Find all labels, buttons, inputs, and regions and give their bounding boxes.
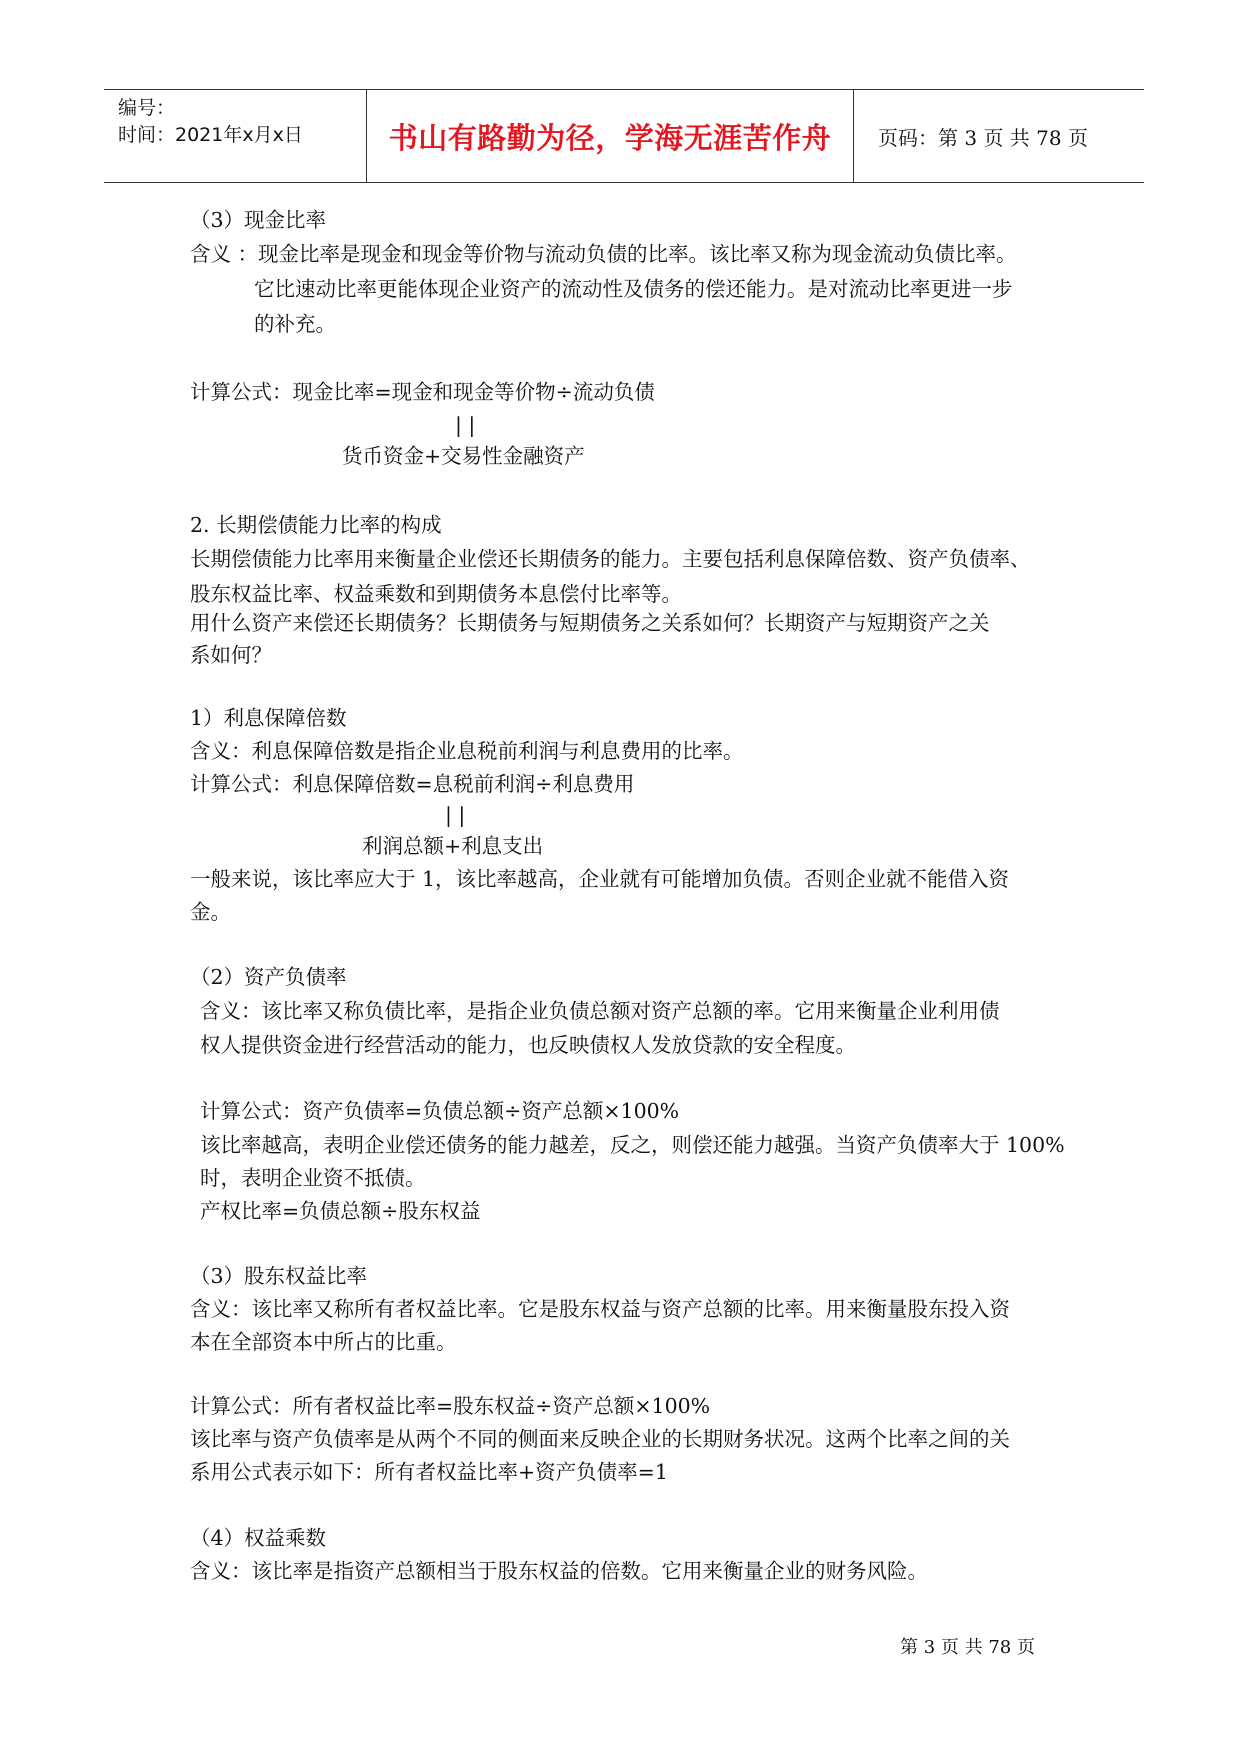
document-number-label: 编号：	[118, 97, 176, 119]
paragraph-line: 时，表明企业资不抵债。	[200, 1166, 426, 1190]
formula-line: 计算公式：利息保障倍数=息税前利润÷利息费用	[190, 772, 635, 796]
formula-connector: | |	[455, 413, 476, 437]
section-heading-long-term: 2. 长期偿债能力比率的构成	[190, 513, 442, 537]
paragraph-line: 金。	[190, 900, 231, 924]
formula-line: 计算公式：所有者权益比率=股东权益÷资产总额×100%	[190, 1394, 711, 1418]
formula-line: 产权比率=负债总额÷股东权益	[200, 1199, 481, 1223]
paragraph-line: 含义：该比率是指资产总额相当于股东权益的倍数。它用来衡量企业的财务风险。	[190, 1559, 928, 1583]
paragraph-line: 该比率越高，表明企业偿还债务的能力越差，反之，则偿还能力越强。当资产负债率大于 100%	[200, 1133, 1065, 1157]
paragraph-line: 的补充。	[254, 312, 336, 336]
header-motto: 书山有路勤为径，学海无涯苦作舟	[367, 90, 854, 182]
page-header	[104, 89, 1144, 183]
formula-line: 计算公式：资产负债率=负债总额÷资产总额×100%	[200, 1099, 680, 1123]
paragraph-line: 含义 ：现金比率是现金和现金等价物与流动负债的比率。该比率又称为现金流动负债比率。	[190, 242, 1017, 266]
paragraph-line: 含义：该比率又称负债比率，是指企业负债总额对资产总额的率。它用来衡量企业利用债	[200, 999, 1000, 1023]
section-heading-cash-ratio: （3）现金比率	[190, 208, 327, 232]
paragraph-line: 它比速动比率更能体现企业资产的流动性及债务的偿还能力。是对流动比率更进一步	[254, 277, 1013, 301]
paragraph-line: 含义：利息保障倍数是指企业息税前利润与利息费用的比率。	[190, 739, 744, 763]
page-footer-number: 第 3 页 共 78 页	[900, 1637, 1035, 1658]
paragraph-line: 长期偿债能力比率用来衡量企业偿还长期债务的能力。主要包括利息保障倍数、资产负债率、	[190, 547, 1031, 571]
formula-connector: | |	[445, 803, 466, 827]
section-heading-equity-multiplier: （4）权益乘数	[190, 1526, 327, 1550]
section-heading-debt-ratio: （2）资产负债率	[190, 965, 347, 989]
formula-breakdown: 货币资金+交易性金融资产	[342, 444, 585, 468]
formula-breakdown: 利润总额+利息支出	[362, 834, 544, 858]
section-heading-equity-ratio: （3）股东权益比率	[190, 1264, 368, 1288]
paragraph-line: 本在全部资本中所占的比重。	[190, 1330, 457, 1354]
paragraph-line: 系用公式表示如下：所有者权益比率+资产负债率=1	[190, 1460, 668, 1484]
formula-line: 计算公式：现金比率=现金和现金等价物÷流动负债	[190, 380, 655, 404]
document-time-label: 时间：2021年x月x日	[118, 124, 303, 146]
paragraph-line: 系如何？	[190, 643, 272, 667]
header-meta	[104, 90, 367, 182]
paragraph-line: 权人提供资金进行经营活动的能力，也反映债权人发放贷款的安全程度。	[200, 1033, 856, 1057]
paragraph-line: 该比率与资产负债率是从两个不同的侧面来反映企业的长期财务状况。这两个比率之间的关	[190, 1427, 1010, 1451]
section-heading-interest-coverage: 1）利息保障倍数	[190, 706, 347, 730]
header-page-info: 页码：第 3 页 共 78 页	[878, 125, 1088, 150]
paragraph-line: 股东权益比率、权益乘数和到期债务本息偿付比率等。	[190, 582, 682, 606]
paragraph-line: 用什么资产来偿还长期债务？长期债务与短期债务之关系如何？长期资产与短期资产之关	[190, 611, 990, 635]
paragraph-line: 含义：该比率又称所有者权益比率。它是股东权益与资产总额的比率。用来衡量股东投入资	[190, 1297, 1010, 1321]
paragraph-line: 一般来说，该比率应大于 1，该比率越高，企业就有可能增加负债。否则企业就不能借入资	[190, 867, 1010, 891]
